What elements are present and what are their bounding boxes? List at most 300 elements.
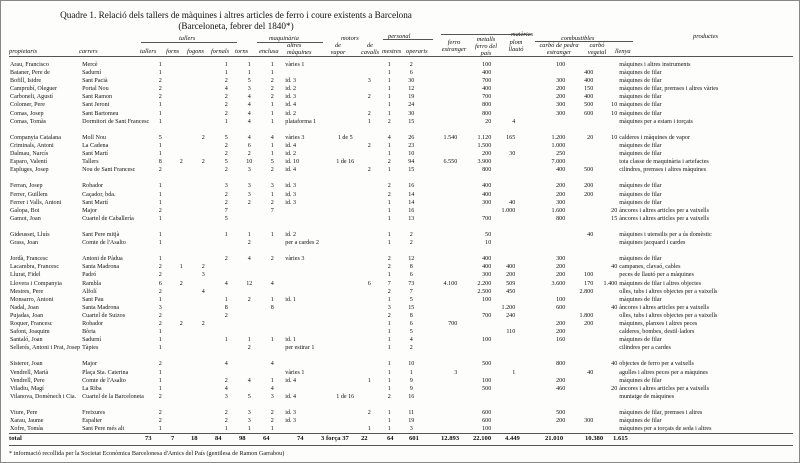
table-cell: 509 [506, 280, 516, 287]
table-cell [192, 69, 214, 77]
table-cell: 1 [224, 62, 228, 68]
table-cell: 1 [512, 369, 516, 376]
table-cell: 160 [556, 337, 566, 344]
table-row [9, 134, 768, 142]
table-cell: màquines de filar [619, 191, 662, 198]
table-cell [422, 93, 458, 101]
table-cell [330, 320, 360, 328]
table-cell [516, 174, 566, 182]
table-cell: 100 [556, 296, 566, 303]
table-cell: 1 [387, 321, 391, 327]
table-cell [81, 401, 150, 409]
rule-tallers [141, 42, 237, 43]
table-cell [330, 296, 360, 304]
table-cell: 1 [387, 86, 391, 93]
table-cell [594, 93, 618, 101]
table-cell: Safont, Joaquim [10, 329, 50, 336]
table-cell: 1 [224, 118, 228, 125]
table-cell: id. 3 [285, 199, 297, 206]
table-cell: cilindres, premses i altres màquines [619, 167, 707, 174]
table-cell: cilindres per a cardes [619, 345, 671, 352]
table-cell [238, 401, 260, 409]
header-forns: forns [166, 48, 180, 55]
table-cell: 1 [387, 240, 391, 247]
table-cell: 1 [270, 62, 274, 68]
header-plom-llauto: plom llautó [508, 39, 524, 53]
table-row [9, 231, 768, 239]
table-cell [360, 304, 378, 312]
table-cell [422, 328, 458, 336]
table-cell [566, 247, 594, 255]
table-cell [330, 142, 360, 150]
table-cell: Santa Madrona [82, 304, 120, 311]
table-cell [360, 296, 378, 304]
table-cell: 2 [247, 345, 251, 352]
table-cell [492, 69, 516, 77]
header-tallers: tallers [140, 48, 157, 55]
table-cell: 1 [387, 102, 391, 109]
table-cell [214, 239, 238, 247]
header-carbo-pedra: carbó de pedra estranger [539, 42, 579, 56]
table-cell [516, 352, 566, 360]
table-cell: 1.400 [603, 280, 618, 287]
table-row [9, 239, 768, 247]
table-cell: 1 [158, 62, 162, 68]
table-cell: 400 [482, 191, 492, 198]
table-cell [170, 328, 192, 336]
table-cell: 5 [247, 78, 251, 85]
table-cell: Espluges, Josep [10, 167, 49, 174]
table-cell: 2 [158, 410, 162, 417]
table-cell [170, 304, 192, 312]
table-cell: 10 [485, 240, 492, 247]
table-cell [330, 360, 360, 368]
table-cell: 1 [158, 102, 162, 109]
table-cell: Mestres, Pere [10, 288, 44, 295]
table-cell: 1 [247, 426, 251, 433]
table-cell: 1 [158, 142, 162, 149]
table-cell [150, 223, 170, 231]
table-row [9, 77, 768, 85]
table-row [9, 118, 768, 126]
table-cell [458, 320, 492, 328]
table-row [9, 280, 768, 288]
table-cell: 2 [201, 321, 205, 327]
table-row [9, 247, 768, 255]
table-cell [170, 134, 192, 142]
table-cell: 2 [158, 393, 162, 400]
table-row [9, 288, 768, 296]
table-cell: Lacambra, Francesc [10, 264, 60, 271]
table-cell: olles, tubs i altres objectes per a vaixells [619, 288, 718, 295]
table-cell [422, 304, 458, 312]
table-cell: 2 [270, 94, 274, 101]
table-cell [192, 377, 214, 385]
table-cell: 165 [506, 134, 516, 141]
table-cell [378, 247, 400, 255]
table-cell [422, 288, 458, 296]
table-cell: 8 [158, 159, 162, 166]
table-cell: 40 [611, 264, 618, 271]
table-cell: 2 [158, 418, 162, 425]
table-cell: 200 [556, 86, 566, 93]
table-row [9, 377, 768, 385]
table-cell: màquines de filar [619, 70, 662, 77]
table-cell: 30 [408, 110, 415, 117]
table-cell [360, 231, 378, 239]
table-cell: 3 [387, 304, 391, 311]
table-cell: 2 [158, 167, 162, 174]
table-cell [330, 255, 360, 263]
table-cell: 1 [387, 78, 391, 85]
table-cell [9, 126, 81, 134]
table-cell: 3 [224, 393, 228, 400]
total-fogons: 18 [191, 435, 198, 442]
total-label: total [9, 435, 22, 442]
table-cell [516, 231, 566, 239]
table-cell: 2 [224, 78, 228, 85]
table-cell: 100 [482, 337, 492, 344]
table-cell [566, 207, 594, 215]
table-cell: Sant Bartomeu [82, 110, 119, 117]
table-cell: màquines de filar, premses i altres [619, 410, 703, 417]
table-cell: 300 [556, 102, 566, 109]
table-cell: 30 [509, 151, 516, 158]
table-cell [260, 328, 284, 336]
table-cell [516, 288, 566, 296]
table-cell: Monsarro, Antoni [10, 296, 54, 303]
table-row [9, 126, 768, 134]
table-cell [170, 223, 192, 231]
table-cell: 2 [224, 312, 228, 319]
table-cell [422, 417, 458, 425]
table-cell: 2 [158, 361, 162, 368]
table-cell [192, 247, 214, 255]
table-cell [192, 239, 214, 247]
table-cell: 250 [556, 151, 566, 158]
table-cell [260, 223, 284, 231]
table-cell [330, 61, 360, 69]
table-cell: màquines per a estam i torçats [619, 118, 693, 125]
table-cell [360, 134, 378, 142]
table-cell: id. 3 [285, 78, 297, 85]
table-cell [492, 425, 516, 433]
table-cell [422, 191, 458, 199]
table-row [9, 360, 768, 368]
table-cell: 700 [482, 78, 492, 85]
table-cell [330, 150, 360, 158]
table-cell [400, 223, 422, 231]
table-cell [284, 271, 330, 279]
table-cell [422, 199, 458, 207]
table-cell: 400 [482, 264, 492, 271]
table-cell: 2 [224, 410, 228, 417]
table-cell [360, 344, 378, 352]
table-cell: 2 [201, 159, 205, 166]
table-cell: Alfolí [82, 288, 97, 295]
table-row [9, 304, 768, 312]
table-cell: Comte de l'Asalto [82, 377, 126, 384]
table-cell [9, 223, 81, 231]
table-cell: id. 4 [285, 393, 297, 400]
table-cell: 200 [556, 377, 566, 384]
table-cell: 2 [247, 199, 251, 206]
table-cell [214, 328, 238, 336]
table-cell: màquines de filar [619, 199, 662, 206]
table-cell [192, 401, 214, 409]
table-cell: id. 3 [285, 418, 297, 425]
header-vapor: de vapor [330, 42, 346, 56]
table-cell: 2 [224, 142, 228, 149]
total-enclusa: 64 [263, 435, 270, 442]
table-cell: Sant Pere més alt [82, 426, 125, 433]
table-cell: 13 [408, 215, 415, 222]
table-cell: Sellerés, Antoni i Prat, Josep [10, 345, 81, 352]
table-cell [214, 271, 238, 279]
table-cell [170, 377, 192, 385]
table-cell [330, 271, 360, 279]
table-cell: Galopa, Boi [10, 207, 40, 214]
table-cell: Mercè [82, 62, 98, 68]
table-cell: 16 [408, 183, 415, 190]
table-cell: 1 [158, 256, 162, 263]
table-cell [618, 401, 768, 409]
table-cell: 1 [387, 231, 391, 238]
table-cell: 3 [270, 183, 274, 190]
table-cell: 100 [482, 62, 492, 68]
table-cell: 20 [485, 118, 492, 125]
table-row [9, 320, 768, 328]
table-cell: màquines de filar [619, 151, 662, 158]
table-cell [360, 215, 378, 223]
table-cell [192, 142, 214, 150]
table-cell: 1 [387, 151, 391, 158]
table-cell: Viladiu, Magí [10, 385, 44, 392]
total-motors: 3 força 37 [321, 435, 349, 442]
table-cell [566, 142, 594, 150]
table-cell: 10 [408, 151, 415, 158]
table-cell: Vendrell, Pere [10, 377, 45, 384]
table-cell [170, 174, 192, 182]
table-cell: 200 [584, 321, 594, 327]
table-cell [422, 85, 458, 93]
table-cell [458, 223, 492, 231]
table-cell: Sant Pau [82, 296, 104, 303]
table-cell [330, 166, 360, 174]
table-cell: 700 [482, 215, 492, 222]
table-cell: 2 [387, 393, 391, 400]
table-cell: Sadurní [82, 70, 102, 77]
table-cell: 1 [158, 70, 162, 77]
table-cell: 240 [506, 312, 516, 319]
header-metalls-pais: metalls ferro del país [475, 36, 497, 57]
total-metalls: 22.100 [473, 435, 492, 442]
table-cell: Dalmau, Narcís [10, 151, 49, 158]
table-cell [360, 263, 378, 271]
table-cell [594, 336, 618, 344]
table-cell: 3 [247, 418, 251, 425]
table-cell: Roquer, Francesc [10, 321, 53, 327]
table-cell: 1 [179, 264, 183, 271]
table-cell [284, 247, 330, 255]
table-cell: Sant Martí [82, 151, 108, 158]
table-row [9, 215, 768, 223]
table-cell [214, 223, 238, 231]
table-cell: 1 [270, 426, 274, 433]
table-cell: 2 [224, 110, 228, 117]
table-cell: 500 [482, 385, 492, 392]
table-cell: 5 [224, 134, 228, 141]
table-cell: 800 [482, 167, 492, 174]
table-cell: La Cadena [82, 142, 109, 149]
table-cell: 1.120 [477, 134, 492, 141]
table-cell: 2 [247, 240, 251, 247]
table-cell [170, 93, 192, 101]
table-cell: màquines de filar [619, 377, 662, 384]
table-cell: 1 [270, 151, 274, 158]
table-cell [284, 174, 330, 182]
table-cell: 2 [224, 151, 228, 158]
table-cell [618, 174, 768, 182]
table-cell: 14 [408, 199, 415, 206]
table-cell [192, 191, 214, 199]
table-cell [238, 385, 260, 393]
table-cell: 1.200 [501, 304, 516, 311]
table-cell: Gamot, Joan [10, 215, 41, 222]
table-row [9, 344, 768, 352]
table-cell [422, 101, 458, 109]
table-cell: calderes, bombes, destil·ladors [619, 329, 695, 336]
table-cell: 5 [409, 329, 413, 336]
table-cell [9, 352, 81, 360]
table-cell: 1.000 [551, 142, 566, 149]
table-cell: 8 [409, 312, 413, 319]
table-cell: 3 [247, 86, 251, 93]
table-cell [492, 255, 516, 263]
table-cell [192, 280, 214, 288]
table-cell: 400 [482, 86, 492, 93]
table-cell: 1 de 16 [336, 393, 355, 400]
table-cell: màquines de filar [619, 418, 662, 425]
table-cell: Nadal, Joan [10, 304, 39, 311]
table-cell [566, 158, 594, 166]
table-cell [618, 223, 768, 231]
table-cell: per estirar 1 [285, 345, 315, 352]
table-cell [360, 271, 378, 279]
table-row [9, 110, 768, 118]
table-cell [284, 207, 330, 215]
table-cell: 12 [408, 86, 415, 93]
table-cell: 9 [409, 377, 413, 384]
table-cell: Ferrer, Guillem [10, 191, 48, 198]
table-cell: 2 [387, 159, 391, 166]
table-cell: 1 [224, 296, 228, 303]
table-cell: Bòria [82, 329, 96, 336]
table-cell [594, 344, 618, 352]
table-cell: objectes de ferro per a vaixells [619, 361, 694, 368]
table-row [9, 393, 768, 401]
table-cell [170, 271, 192, 279]
table-cell: 100 [482, 426, 492, 433]
table-cell: Cuartel de Suizos [82, 312, 126, 319]
table-cell: 2 [367, 142, 371, 149]
table-cell [260, 174, 284, 182]
table-cell: 2 [179, 159, 183, 166]
table-cell: 1 [224, 231, 228, 238]
table-cell [330, 174, 360, 182]
table-cell: 500 [584, 167, 594, 174]
table-cell [492, 352, 516, 360]
total-torns: 98 [239, 435, 246, 442]
table-cell: 3 [224, 183, 228, 190]
table-cell: 1 [158, 118, 162, 125]
table-cell [360, 61, 378, 69]
table-cell [284, 69, 330, 77]
table-title [1, 10, 471, 32]
table-cell [594, 191, 618, 199]
table-cell: 600 [482, 418, 492, 425]
table-cell [566, 150, 594, 158]
table-cell [330, 199, 360, 207]
header-productes: productes [693, 33, 718, 40]
table-cell: 600 [584, 110, 594, 117]
table-cell: 2 [270, 78, 274, 85]
table-cell [516, 223, 566, 231]
total-carbo: 10.380 [585, 435, 604, 442]
table-cell [566, 360, 594, 368]
table-cell [492, 61, 516, 69]
table-cell [422, 296, 458, 304]
table-cell: 15 [408, 118, 415, 125]
table-cell: 1 [270, 118, 274, 125]
table-cell: Major [82, 361, 97, 368]
table-cell [192, 215, 214, 223]
table-cell [422, 255, 458, 263]
header-materies-group: matèries [511, 31, 534, 38]
table-cell [492, 377, 516, 385]
table-cell [516, 401, 566, 409]
table-cell: Tàpies [82, 345, 99, 352]
header-torns: torns [235, 48, 249, 55]
header-personal-group: personal [388, 33, 411, 40]
table-cell [492, 126, 516, 134]
table-cell [566, 401, 594, 409]
table-cell [566, 385, 594, 393]
table-cell [170, 61, 192, 69]
table-cell [330, 344, 360, 352]
table-cell: 6 [409, 321, 413, 327]
table-cell: 1 [367, 118, 371, 125]
table-cell [170, 215, 192, 223]
table-cell: 1 [387, 361, 391, 368]
table-cell [192, 255, 214, 263]
table-cell [594, 247, 618, 255]
table-cell [9, 247, 81, 255]
table-cell: 700 [482, 312, 492, 319]
table-cell [594, 126, 618, 134]
table-cell [192, 126, 214, 134]
table-cell [238, 352, 260, 360]
table-cell: 4 [201, 288, 205, 295]
table-cell [594, 166, 618, 174]
table-cell: Ferran, Josep [10, 183, 43, 190]
table-cell: 7 [270, 207, 274, 214]
table-row [9, 158, 768, 166]
table-cell: 1 [158, 240, 162, 247]
table-cell: Jordà, Francesc [10, 256, 48, 263]
table-cell: 200 [482, 151, 492, 158]
table-cell: 2 [367, 410, 371, 417]
